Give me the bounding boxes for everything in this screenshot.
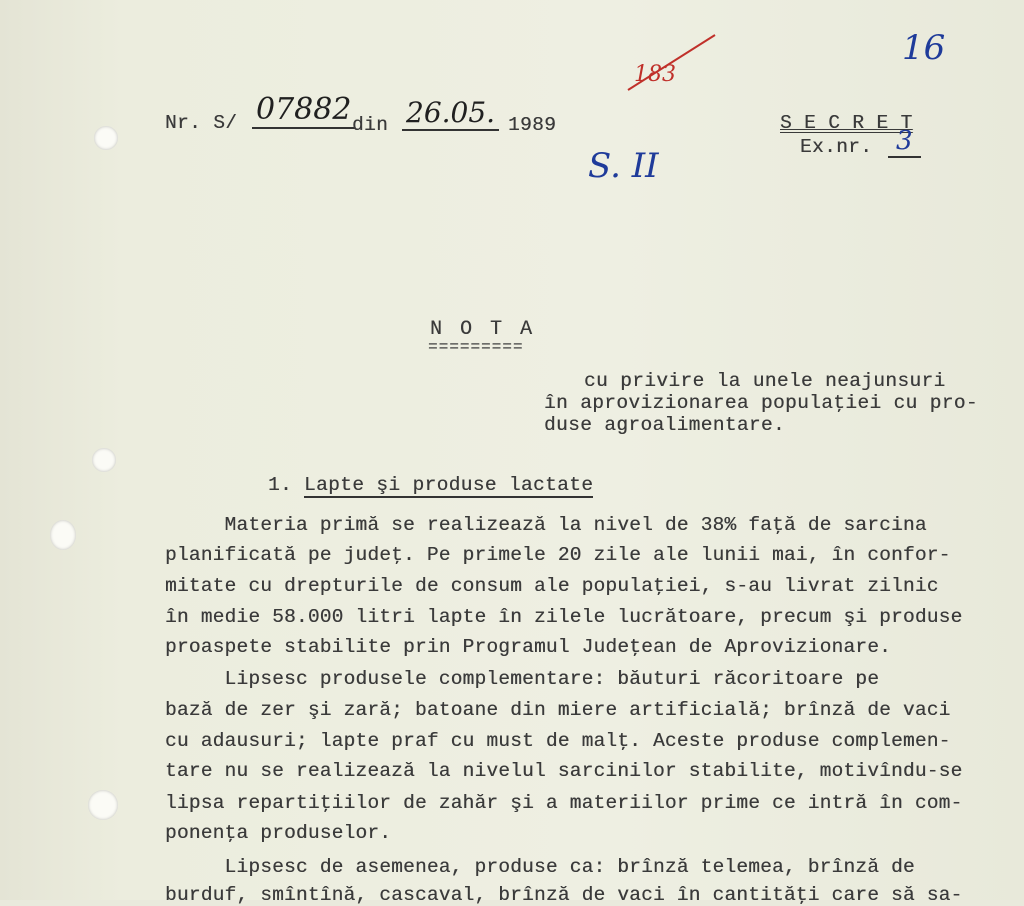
date-handwritten: 26.05.	[402, 96, 499, 131]
crossed-number-annotation: 183	[634, 62, 676, 87]
body-line: mitate cu drepturile de consum ale populaţiei, s-au livrat zilnic	[165, 575, 939, 597]
body-line: Lipsesc produsele complementare: băuturi răcoritoare pe	[165, 668, 880, 690]
year: 1989	[508, 114, 557, 136]
punch-hole-middle	[92, 448, 116, 472]
subtitle-line-3: duse agroalimentare.	[544, 414, 786, 436]
subtitle-line-1: cu privire la unele neajunsuri	[584, 370, 946, 392]
body-line: cu adausuri; lapte praf cu must de malţ. Aceste produse complemen-	[165, 730, 951, 752]
body-line: bază de zer şi zară; batoane din miere artificială; brînză de vaci	[165, 699, 951, 721]
body-line: tare nu se realizează la nivelul sarcinilor stabilite, motivîndu-se	[165, 760, 963, 782]
nr-prefix: Nr. S/	[165, 112, 238, 134]
section1-number: 1.	[268, 474, 293, 496]
body-line: planificată pe judeţ. Pe primele 20 zile ale lunii mai, în confor-	[165, 544, 951, 566]
page-number-annotation: 16	[902, 28, 946, 68]
subtitle-line-2: în aprovizionarea populaţiei cu pro-	[544, 392, 978, 414]
nr-handwritten: 07882	[252, 92, 355, 129]
section1-title: Lapte şi produse lactate	[304, 474, 594, 496]
body-line: Lipsesc de asemenea, produse ca: brînză telemea, brînză de	[165, 856, 915, 878]
body-line: proaspete stabilite prin Programul Judeţean de Aprovizionare.	[165, 636, 892, 658]
ex-label: Ex.nr.	[800, 136, 873, 158]
body-line: Materia primă se realizează la nivel de 38% faţă de sarcina	[165, 514, 927, 536]
note-heading: N O T A	[430, 318, 536, 341]
classification-label: S E C R E T	[780, 112, 913, 134]
red-strike-line	[620, 30, 740, 110]
section-mark-annotation: S. II	[588, 146, 659, 186]
body-line: în medie 58.000 litri lapte în zilele lucrătoare, precum şi produse	[165, 606, 963, 628]
note-heading-underline: =========	[428, 338, 524, 356]
body-line: burduf, smîntînă, cascaval, brînză de vaci în cantităţi care să sa-	[165, 884, 963, 906]
din-label: din	[352, 114, 389, 136]
body-line: lipsa repartiţiilor de zahăr şi a materiilor prime ce intră în com-	[165, 792, 963, 814]
punch-hole-bottom	[88, 790, 118, 820]
body-line: ponenţa produselor.	[165, 822, 392, 844]
punch-hole-lower	[50, 520, 76, 550]
ex-number: 3	[888, 126, 921, 158]
punch-hole-top	[94, 126, 118, 150]
